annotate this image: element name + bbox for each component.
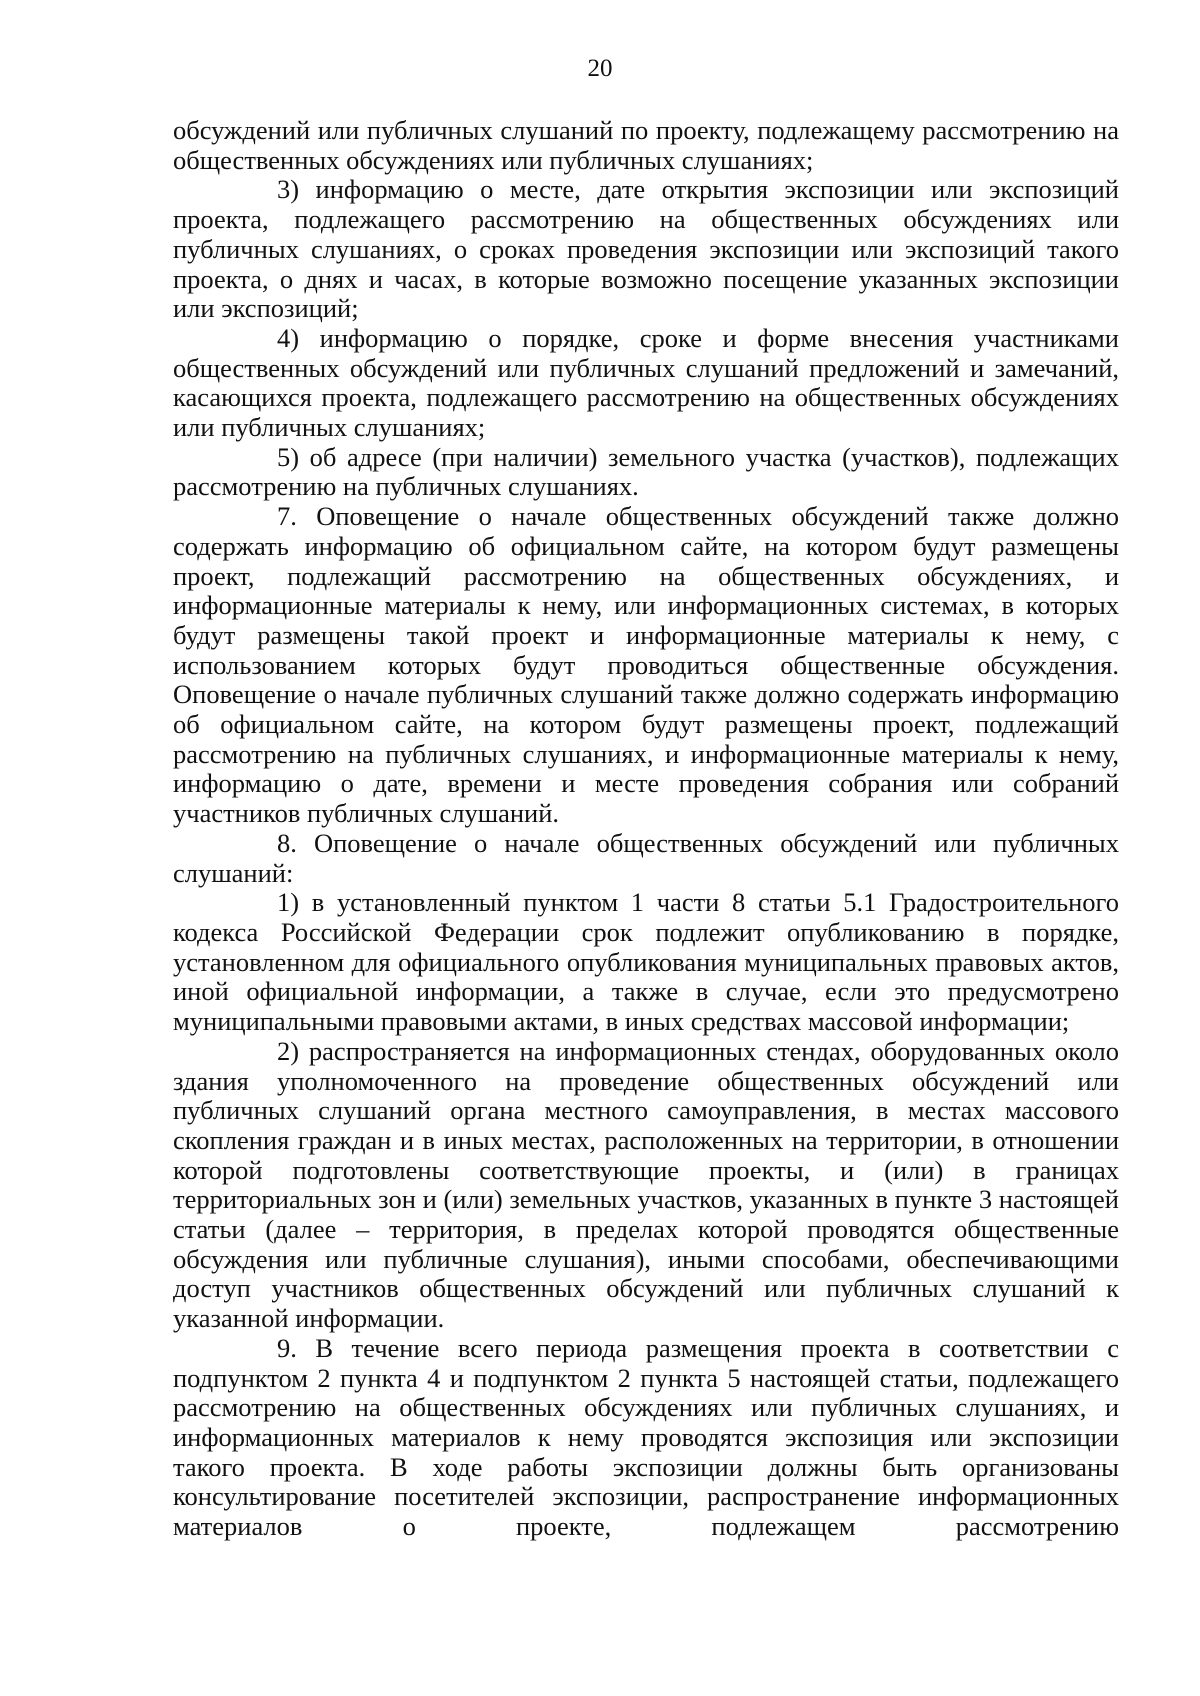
paragraph-section-8-item-1: 1) в установленный пунктом 1 части 8 статьи 5.1 Градостроительного кодекса Российской Федерации срок подлежит опубликованию в порядке, установленном для официального опубликования муниципальных правовых актов, иной официальной информации, а также в случае, если это предусмотрено муниципальными правовыми актами, в иных средствах массовой информации; (173, 887, 1119, 1037)
paragraph-section-8: 8. Оповещение о начале общественных обсуждений или публичных слушаний: (173, 827, 1119, 888)
paragraph-section-9: 9. В течение всего периода размещения проекта в соответствии с подпунктом 2 пункта 4 и подпунктом 2 пункта 5 настоящей статьи, подлежащего рассмотрению на общественных обсуждениях или публичных слушаниях, и информационных материалов к нему проводятся экспозиция или экспозиции такого проекта. В ходе работы экспозиции должны быть организованы консультирование посетителей экспозиции, распространение информационных материалов о проекте, подлежащем рассмотрению (173, 1332, 1119, 1542)
paragraph-continuation: обсуждений или публичных слушаний по проекту, подлежащему рассмотрению на общественных обсуждениях или публичных слушаниях; (173, 115, 1119, 175)
document-body (173, 116, 1119, 1542)
paragraph-item-3: 3) информацию о месте, дате открытия экспозиции или экспозиций проекта, подлежащего рассмотрению на общественных обсуждениях или публичных слушаниях, о сроках проведения экспозиции или экспозиций такого проекта, о днях и часах, в которые возможно посещение указанных экспозиции или экспозиций; (173, 174, 1119, 324)
paragraph-item-5: 5) об адресе (при наличии) земельного участка (участков), подлежащих рассмотрению на публичных слушаниях. (173, 441, 1119, 502)
paragraph-section-7: 7. Оповещение о начале общественных обсуждений также должно содержать информацию об официальном сайте, на котором будут размещены проект, подлежащий рассмотрению на общественных обсуждениях, и информационные материалы к нему, или информационных системах, в которых будут размещены такой проект и информационные материалы к нему, с использованием которых будут проводиться общественные обсуждения. Оповещение о начале публичных слушаний также должно содержать информацию об официальном сайте, на котором будут размещены проект, подлежащий рассмотрению на публичных слушаниях, и информационные материалы к нему, информацию о дате, времени и месте проведения собрания или собраний участников публичных слушаний. (173, 501, 1119, 829)
paragraph-section-8-item-2: 2) распространяется на информационных стендах, оборудованных около здания уполномоченного на проведение общественных обсуждений или публичных слушаний органа местного самоуправления, в местах массового скопления граждан и в иных местах, расположенных на территории, в отношении которой подготовлены соответствующие проекты, и (или) в границах территориальных зон и (или) земельных участков, указанных в пункте 3 настоящей статьи (далее – территория, в пределах которой проводятся общественные обсуждения или публичные слушания), иными способами, обеспечивающими доступ участников общественных обсуждений или публичных слушаний к указанной информации. (173, 1035, 1119, 1334)
paragraph-item-4: 4) информацию о порядке, сроке и форме внесения участниками общественных обсуждений или публичных слушаний предложений и замечаний, касающихся проекта, подлежащего рассмотрению на общественных обсуждениях или публичных слушаниях; (173, 322, 1119, 443)
page-number: 20 (587, 55, 613, 82)
